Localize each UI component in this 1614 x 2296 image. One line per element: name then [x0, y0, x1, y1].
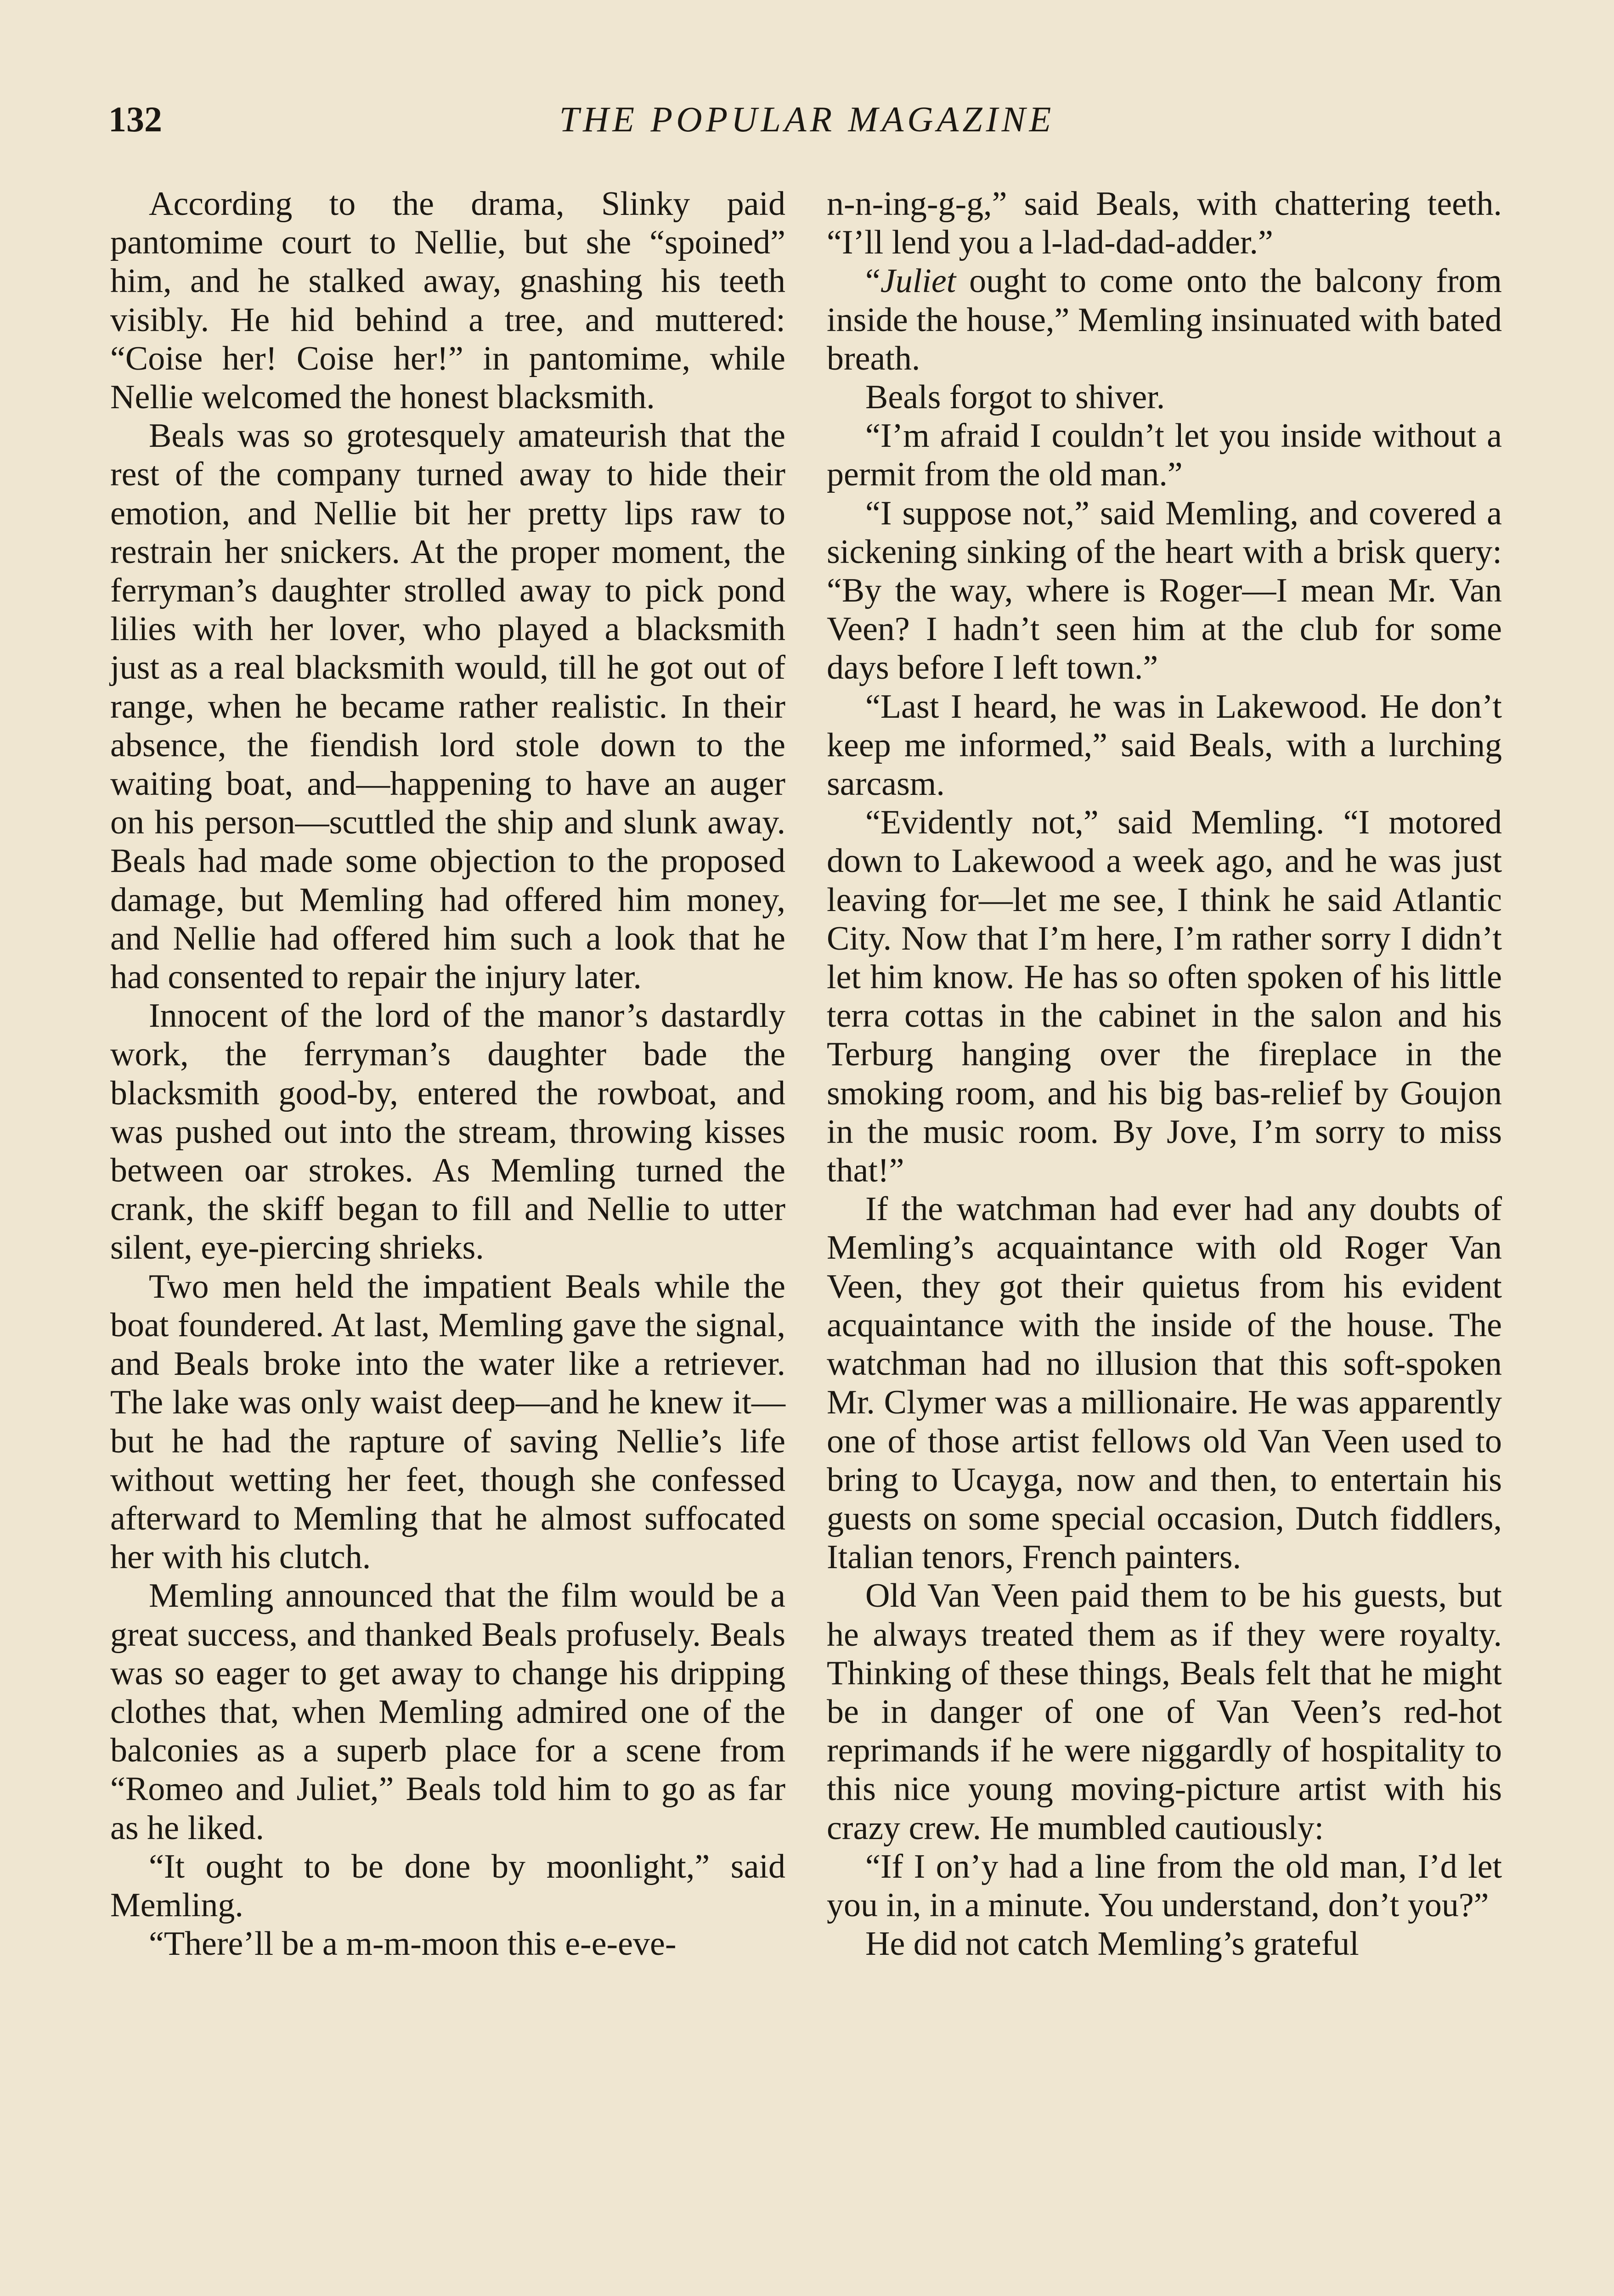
- paragraph: He did not catch Memling’s grateful: [865, 1925, 1359, 1963]
- paragraph: “If I on’y had a line from the old man, I’d let you in, in a minute. You understand, don’t you?”: [827, 1847, 1502, 1924]
- running-title: THE POPULAR MAGAZINE: [559, 99, 1055, 139]
- paragraph: According to the drama, Slinky paid pantomime court to Nellie, but she “spoined” him, and he stalked away, gnashing his teeth visibly. He hid behind a tree, and muttered: “Coise her! Coise her!” in pantomime, while Nellie welcomed the honest blacksmith.: [110, 185, 785, 416]
- paragraph: “Last I heard, he was in Lakewood. He don’t keep me informed,” said Beals, with a lurching sarcasm.: [827, 687, 1502, 803]
- paragraph: n-n-ing-g-g,” said Beals, with chattering teeth. “I’ll lend you a l-lad-dad-adder.”: [827, 185, 1502, 262]
- page-header: [108, 99, 1506, 154]
- paragraph: Two men held the impatient Beals while the boat foundered. At last, Memling gave the signal, and Beals broke into the water like a retriever. The lake was only waist deep—and he knew it—but he had the rapture of saving Nellie’s life without wetting her feet, though she confessed afterward to Memling that he almost suffocated her with his clutch.: [110, 1267, 785, 1576]
- paragraph: “There’ll be a m-m-moon this e-e-eve-: [149, 1925, 677, 1963]
- page-number: 132: [108, 99, 162, 139]
- left-column: [110, 185, 785, 1963]
- paragraph: Innocent of the lord of the manor’s dastardly work, the ferryman’s daughter bade the blacksmith good-by, entered the rowboat, and was pushed out into the stream, throwing kisses between oar strokes. As Memling turned the crank, the skiff began to fill and Nellie to utter silent, eye-piercing shrieks.: [110, 997, 785, 1267]
- paragraph: Memling announced that the film would be a great success, and thanked Beals profusely. Beals was so eager to get away to change his dripping clothes that, when Memling admired one of the balconies as a superb place for a scene from “Romeo and Juliet,” Beals told him to go as far as he liked.: [110, 1577, 785, 1847]
- right-column: [827, 185, 1502, 1963]
- paragraph: “Juliet ought to come onto the balcony from inside the house,” Memling insinuated with bated breath.: [827, 262, 1502, 377]
- paragraph: If the watchman had ever had any doubts of Memling’s acquaintance with old Roger Van Veen, they got their quietus from his evident acquaintance with the inside of the house. The watchman had no illusion that this soft-spoken Mr. Clymer was a millionaire. He was apparently one of those artist fellows old Van Veen used to bring to Ucayga, now and then, to entertain his guests on some special occasion, Dutch fiddlers, Italian tenors, French painters.: [827, 1190, 1502, 1576]
- paragraph: “I suppose not,” said Memling, and covered a sickening sinking of the heart with a brisk query: “By the way, where is Roger—I mean Mr. Van Veen? I hadn’t seen him at the club for some days before I left town.”: [827, 494, 1502, 687]
- paragraph: Beals was so grotesquely amateurish that the rest of the company turned away to hide their emotion, and Nellie bit her pretty lips raw to restrain her snickers. At the proper moment, the ferryman’s daughter strolled away to pick pond lilies with her lover, who played a blacksmith just as a real blacksmith would, till he got out of range, when he became rather realistic. In their absence, the fiendish lord stole down to the waiting boat, and—happening to have an auger on his person—scuttled the ship and slunk away. Beals had made some objection to the proposed damage, but Memling had offered him money, and Nellie had offered him such a look that he had consented to repair the injury later.: [110, 417, 785, 996]
- paragraph: “I’m afraid I couldn’t let you inside without a permit from the old man.”: [827, 417, 1502, 494]
- paragraph: “Evidently not,” said Memling. “I motored down to Lakewood a week ago, and he was just leaving for—let me see, I think he said Atlantic City. Now that I’m here, I’m rather sorry I didn’t let him know. He has so often spoken of his little terra cottas in the cabinet in the salon and his Terburg hanging over the fireplace in the smoking room, and his big bas-relief by Goujon in the music room. By Jove, I’m sorry to miss that!”: [827, 804, 1502, 1190]
- paragraph: “It ought to be done by moonlight,” said Memling.: [110, 1847, 785, 1924]
- paragraph: Old Van Veen paid them to be his guests, but he always treated them as if they were royalty. Thinking of these things, Beals felt that he might be in danger of one of Van Veen’s red-hot reprimands if he were niggardly of hospitality to this nice young moving-picture artist with his crazy crew. He mumbled cautiously:: [827, 1577, 1502, 1847]
- paragraph: Beals forgot to shiver.: [865, 378, 1165, 416]
